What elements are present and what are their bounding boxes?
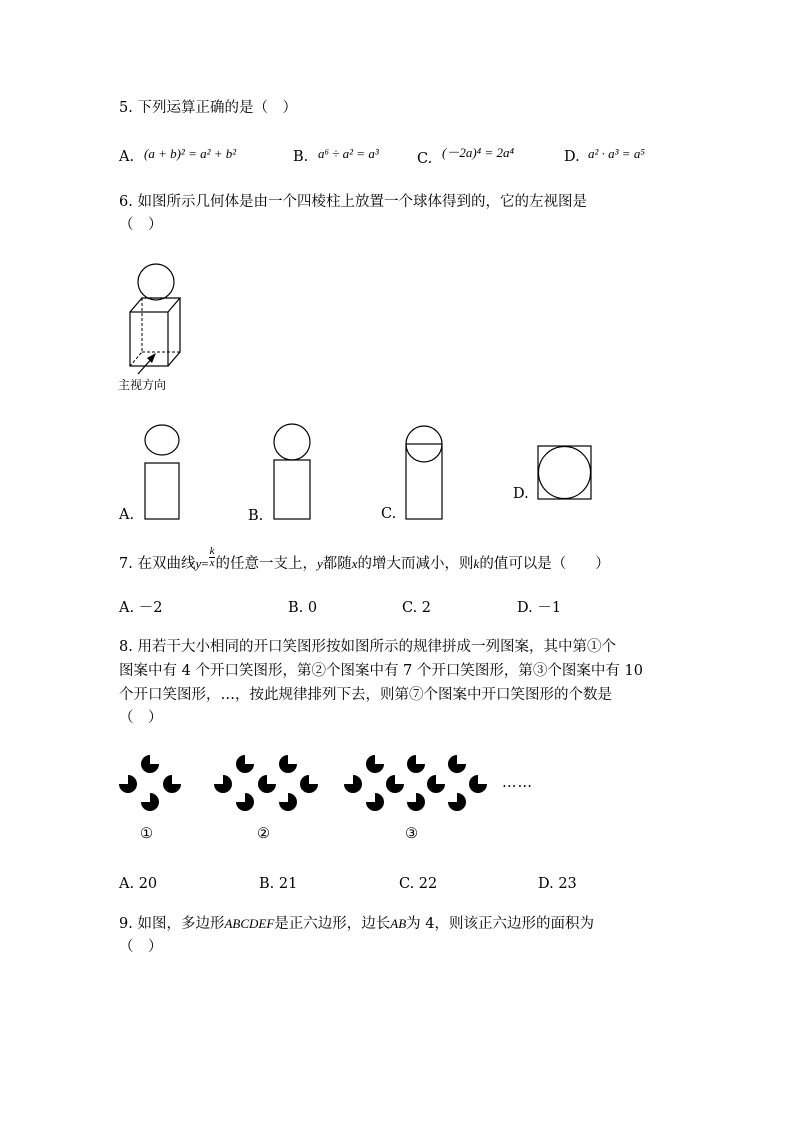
q7-var-y: y (316, 556, 323, 571)
q8-pattern-label-2: ② (257, 826, 270, 842)
q8-option-a: A. 20 (119, 876, 158, 892)
q6-option-a-figure (140, 420, 186, 522)
q8-option-b: B. 21 (259, 876, 298, 892)
q5-option-d-expr: a² · a³ = a⁵ (588, 146, 645, 161)
smile-shape (279, 755, 297, 773)
q8-stem-line3: 个开口笑图形，…，按此规律排列下去，则第⑦个图案中开口笑图形的个数是 (119, 687, 612, 703)
q7-stem (119, 544, 610, 572)
q5-option-a-expr: (a + b)² = a² + b² (144, 146, 237, 161)
q7-func-num: k (209, 544, 215, 557)
q8-option-d: D. 23 (538, 876, 577, 892)
q9-stem: 9. 如图，多边形ABCDEF是正六边形，边长AB为 4，则该正六边形的面积为 (119, 916, 595, 932)
q8-pattern-figure (110, 748, 550, 820)
smile-shape (366, 755, 384, 773)
q7-stem-pre: 7. 在双曲线 (119, 556, 196, 572)
q7-option-d: D. －1 (517, 600, 562, 616)
smile-shape (344, 775, 362, 793)
q5-option-b-expr: a⁶ ÷ a² = a³ (318, 146, 379, 161)
q7-option-b: B. 0 (288, 600, 318, 616)
q7-var-x: x (351, 556, 358, 571)
q6-option-c-label: C. (381, 506, 397, 522)
q6-option-b-figure (270, 420, 316, 522)
q7-option-a: A. －2 (119, 600, 163, 616)
smile-shape (236, 793, 254, 811)
q6-option-d-figure (536, 444, 594, 502)
q8-option-c: C. 22 (399, 876, 438, 892)
q7-func-den: x (209, 556, 215, 569)
q7-stem-mid3: 的增大而减小，则 (357, 556, 474, 572)
q8-ellipsis: …… (502, 775, 533, 791)
smile-shape (407, 755, 425, 773)
smile-shape (427, 775, 445, 793)
smile-shape (448, 755, 466, 773)
q5-option-c-expr: (－2a)⁴ = 2a⁴ (442, 145, 514, 160)
q5-stem: 5. 下列运算正确的是（ ） (119, 100, 297, 116)
q6-option-c-figure (402, 424, 448, 522)
prism-hidden-edges (130, 298, 142, 366)
sphere-shape (138, 264, 174, 300)
smile-shape (366, 793, 384, 811)
smile-shape (141, 755, 159, 773)
q5-option-c-label: C. (417, 151, 433, 167)
q6-stem-line1: 6. 如图所示几何体是由一个四棱柱上放置一个球体得到的，它的左视图是 (119, 194, 587, 210)
smile-shape (279, 793, 297, 811)
q6-solid-figure (120, 260, 190, 372)
smile-shape (386, 775, 404, 793)
smile-shape (163, 775, 181, 793)
smile-shape (119, 775, 137, 793)
q8-pattern-label-1: ① (140, 826, 153, 842)
q5-option-a-label: A. (119, 149, 135, 165)
q6-stem-line2: （ ） (119, 217, 163, 233)
q6-option-b-label: B. (248, 508, 264, 524)
smile-shape (407, 793, 425, 811)
smile-shape (214, 775, 232, 793)
q7-var-k: k (473, 556, 480, 571)
q6-option-a-label: A. (119, 507, 135, 523)
q7-stem-mid2: 都随 (322, 556, 352, 572)
q5-option-d-label: D. (564, 149, 580, 165)
smile-shape (469, 775, 487, 793)
q6-figure-caption: 主视方向 (118, 378, 167, 392)
q8-stem-line1: 8. 用若干大小相同的开口笑图形按如图所示的规律拼成一列图案，其中第①个 (119, 639, 616, 655)
q9-stem-line2: （ ） (119, 939, 163, 955)
q9-side-name: AB (390, 916, 407, 931)
q7-stem-post: 的值可以是（ ） (479, 556, 610, 572)
q8-pattern-label-3: ③ (405, 826, 418, 842)
q8-stem-line2: 图案中有 4 个开口笑图形，第②个图案中有 7 个开口笑图形，第③个图案中有 10 (119, 663, 643, 679)
smile-shape (141, 793, 159, 811)
q6-option-d-label: D. (513, 486, 529, 502)
q7-option-c: C. 2 (402, 600, 432, 616)
smile-shape (448, 793, 466, 811)
prism-right-face (168, 298, 180, 366)
q7-func-lhs: y (195, 556, 202, 571)
q5-option-b-label: B. (293, 149, 309, 165)
smile-shape (236, 755, 254, 773)
q8-stem-line4: （ ） (119, 710, 163, 726)
smile-shape (300, 775, 318, 793)
smile-shape (258, 775, 276, 793)
q7-stem-mid1: 的任意一支上， (215, 556, 317, 572)
q9-polygon-name: ABCDEF (224, 916, 275, 931)
q7-func-eq: = (201, 556, 209, 571)
